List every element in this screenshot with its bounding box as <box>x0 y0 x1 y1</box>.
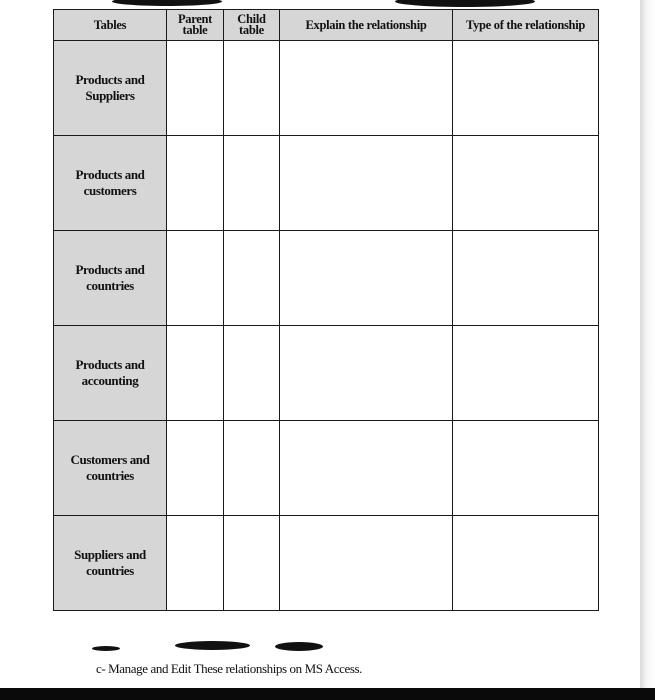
type-cell[interactable] <box>453 41 599 136</box>
type-cell[interactable] <box>453 231 599 326</box>
row-label: Products and customers <box>54 136 167 231</box>
child-table-cell[interactable] <box>224 41 280 136</box>
footer-item-c: c- Manage and Edit These relationships on MS Access. <box>96 661 362 676</box>
child-table-cell[interactable] <box>224 136 280 231</box>
explain-cell[interactable] <box>280 421 453 516</box>
child-table-cell[interactable] <box>224 231 280 326</box>
header-relationship-type: Type of the relationship <box>453 10 599 41</box>
table-row <box>54 516 599 611</box>
explain-cell[interactable] <box>280 326 453 421</box>
type-cell[interactable] <box>453 326 599 421</box>
row-label: Customers and countries <box>54 421 167 516</box>
row-label: Products and accounting <box>54 326 167 421</box>
type-cell[interactable] <box>453 136 599 231</box>
parent-table-cell[interactable] <box>167 231 224 326</box>
table-row <box>54 41 599 136</box>
child-table-cell[interactable] <box>224 421 280 516</box>
parent-table-cell[interactable] <box>167 516 224 611</box>
table-row <box>54 231 599 326</box>
type-cell[interactable] <box>453 516 599 611</box>
header-explain-relationship: Explain the relationship <box>280 10 453 41</box>
header-parent-table: Parent table <box>167 10 224 41</box>
explain-cell[interactable] <box>280 136 453 231</box>
parent-table-cell[interactable] <box>167 421 224 516</box>
table-header-row <box>54 10 599 41</box>
type-cell[interactable] <box>453 421 599 516</box>
parent-table-cell[interactable] <box>167 136 224 231</box>
table-row <box>54 326 599 421</box>
viewer-bottom-bar <box>0 688 655 700</box>
row-label: Suppliers and countries <box>54 516 167 611</box>
table-row <box>54 136 599 231</box>
child-table-cell[interactable] <box>224 326 280 421</box>
explain-cell[interactable] <box>280 516 453 611</box>
header-tables: Tables <box>54 10 167 41</box>
relationships-table <box>53 9 599 611</box>
explain-cell[interactable] <box>280 41 453 136</box>
row-label: Products and countries <box>54 231 167 326</box>
header-child-table: Child table <box>224 10 280 41</box>
page-edge-shadow <box>640 0 655 688</box>
row-label: Products and Suppliers <box>54 41 167 136</box>
parent-table-cell[interactable] <box>167 326 224 421</box>
explain-cell[interactable] <box>280 231 453 326</box>
table-row <box>54 421 599 516</box>
parent-table-cell[interactable] <box>167 41 224 136</box>
child-table-cell[interactable] <box>224 516 280 611</box>
